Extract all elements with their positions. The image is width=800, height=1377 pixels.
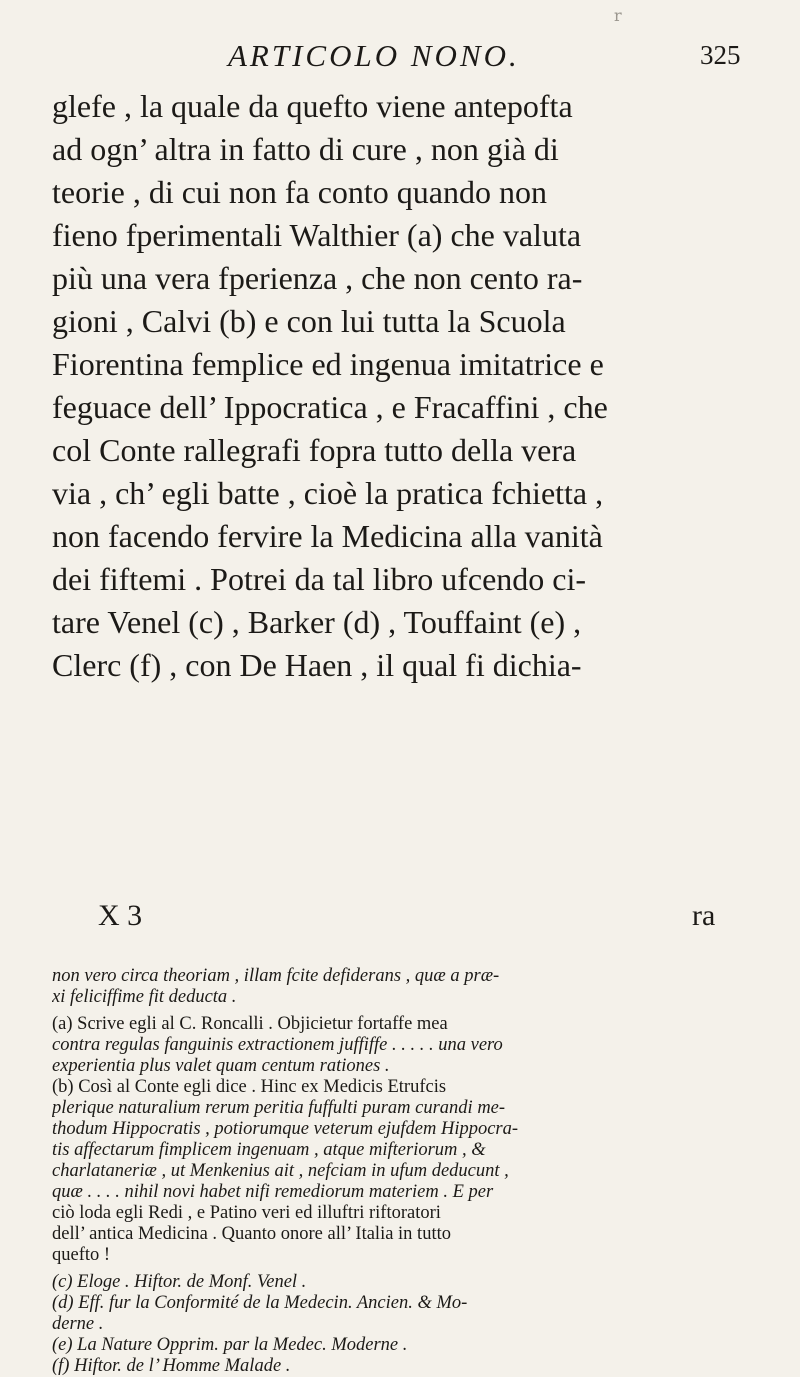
page-number: 325 xyxy=(700,40,741,70)
footnote-line: xi feliciffime fit deducta . xyxy=(52,987,237,1007)
text-line: via , ch’ egli batte , cioè la pratica fchietta , xyxy=(52,475,604,511)
page-header xyxy=(0,38,800,78)
running-title: ARTICOLO NONO. xyxy=(228,38,520,73)
footnote-line: tis affectarum fimplicem ingenuam , atque mifteriorum , & xyxy=(52,1140,486,1160)
main-text xyxy=(52,85,764,687)
text-line: Clerc (f) , con De Haen , il qual fi dichia- xyxy=(52,647,582,683)
footnote-line: quæ . . . . nihil novi habet nifi remediorum materiem . E per xyxy=(52,1182,494,1202)
text-line: feguace dell’ Ippocratica , e Fracaffini , che xyxy=(52,389,608,425)
text-line: col Conte rallegrafi fopra tutto della vera xyxy=(52,432,577,468)
text-line: non facendo fervire la Medicina alla vanità xyxy=(52,518,603,554)
top-mark: r xyxy=(614,6,622,25)
text-line: tare Venel (c) , Barker (d) , Touffaint (e) , xyxy=(52,604,582,640)
footnote-line: plerique naturalium rerum peritia fuffulti puram curandi me- xyxy=(52,1098,506,1118)
footnote-line: (e) La Nature Opprim. par la Medec. Moderne . xyxy=(52,1335,408,1355)
footnotes xyxy=(52,966,767,1377)
text-line: glefe , la quale da quefto viene antepofta xyxy=(52,88,573,124)
footnote-line: derne . xyxy=(52,1314,104,1334)
footnote-line: contra regulas fanguinis extractionem juffiffe . . . . . una vero xyxy=(52,1035,503,1055)
footnote-line: quefto ! xyxy=(52,1245,111,1265)
footnote-line: experientia plus valet quam centum rationes . xyxy=(52,1056,390,1076)
footnote-line: (f) Hiftor. de l’ Homme Malade . xyxy=(52,1356,291,1376)
text-line: Fiorentina femplice ed ingenua imitatrice e xyxy=(52,346,604,382)
footnote-line: ciò loda egli Redi , e Patino veri ed illuftri riftoratori xyxy=(52,1203,441,1223)
footnote-line: (d) Eff. fur la Conformité de la Medecin. Ancien. & Mo- xyxy=(52,1293,468,1313)
footnote-line: thodum Hippocratis , potiorumque veterum ejufdem Hippocra- xyxy=(52,1119,519,1139)
footnote-line: (c) Eloge . Hiftor. de Monf. Venel . xyxy=(52,1272,307,1292)
catchword: ra xyxy=(692,899,716,932)
footnote-line: non vero circa theoriam , illam fcite defiderans , quæ a præ- xyxy=(52,966,500,986)
text-line: dei fiftemi . Potrei da tal libro ufcendo ci- xyxy=(52,561,587,597)
text-line: più una vera fperienza , che non cento ra- xyxy=(52,260,583,296)
footnote-line: charlataneriæ , ut Menkenius ait , nefciam in ufum deducunt , xyxy=(52,1161,509,1181)
footnote-line: (a) Scrive egli al C. Roncalli . Objicietur fortaffe mea xyxy=(52,1014,448,1034)
footnote-line: dell’ antica Medicina . Quanto onore all’ Italia in tutto xyxy=(52,1224,451,1244)
text-line: teorie , di cui non fa conto quando non xyxy=(52,174,547,210)
text-line: gioni , Calvi (b) e con lui tutta la Scuola xyxy=(52,303,566,339)
text-line: ad ogn’ altra in fatto di cure , non già di xyxy=(52,131,559,167)
footnote-line: (b) Così al Conte egli dice . Hinc ex Medicis Etrufcis xyxy=(52,1077,447,1097)
text-line: fieno fperimentali Walthier (a) che valuta xyxy=(52,217,582,253)
signature-mark: X 3 xyxy=(98,899,143,932)
